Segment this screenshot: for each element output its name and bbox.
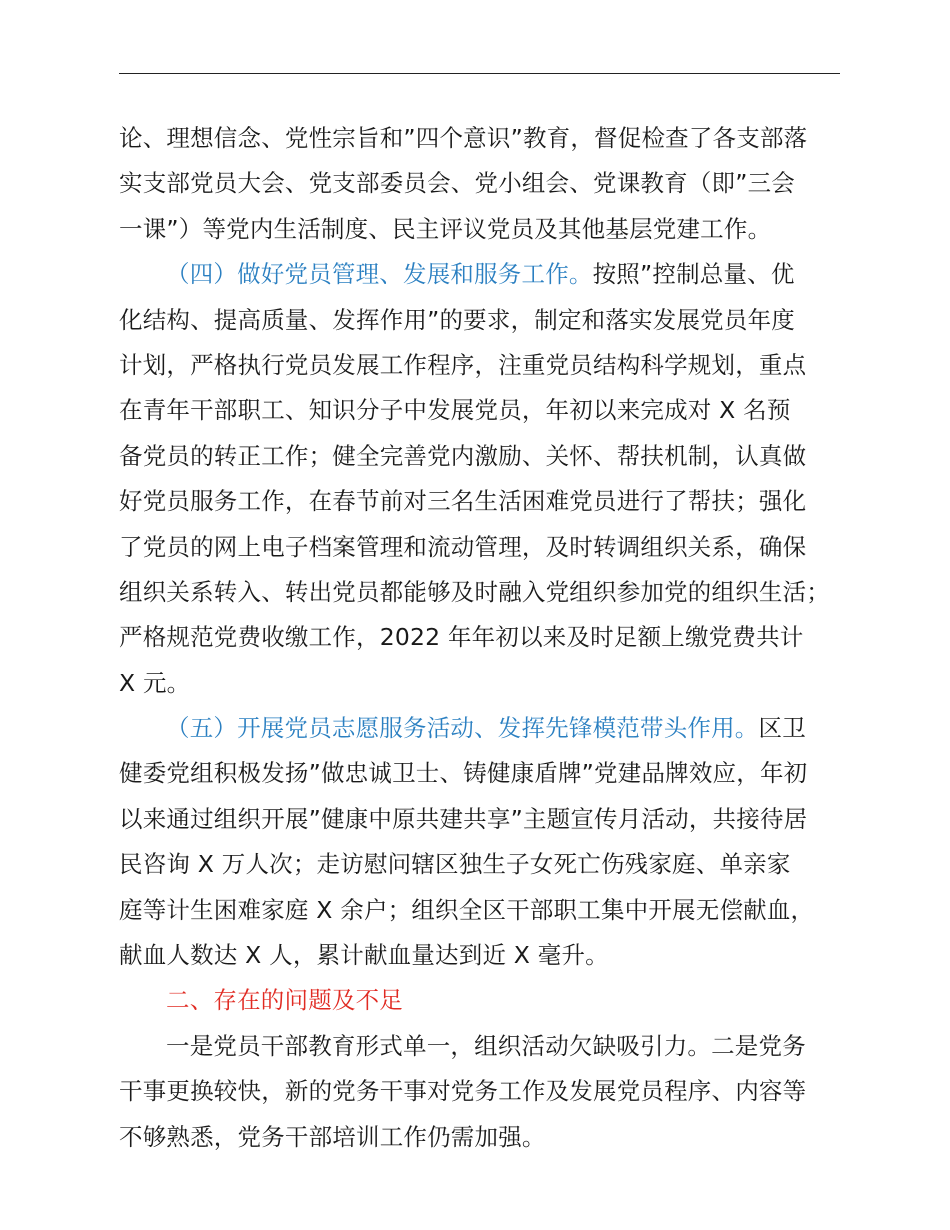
text-line: 庭等计生困难家庭 X 余户；组织全区干部职工集中开展无偿献血，	[119, 895, 815, 924]
text-line: 在青年干部职工、知识分子中发展党员，年初以来完成对 X 名预	[119, 396, 791, 425]
text-line: 计划，严格执行党员发展工作程序，注重党员结构科学规划，重点	[119, 350, 807, 379]
paragraph-five-start	[119, 706, 847, 751]
text-line: 化结构、提高质量、发挥作用”的要求，制定和落实发展党员年度	[119, 305, 795, 334]
text-line: 严格规范党费收缴工作，2022 年年初以来及时足额上缴党费共计	[119, 623, 804, 652]
paragraph-four-start	[119, 252, 847, 297]
subheading-four: （四）做好党员管理、发展和服务工作。	[166, 260, 593, 289]
text-line: 了党员的网上电子档案管理和流动管理，及时转调组织关系，确保	[119, 532, 807, 561]
text-line: 以来通过组织开展”健康中原共建共享”主题宣传月活动，共接待居	[119, 804, 808, 833]
header-rule	[119, 73, 840, 74]
text-line: 不够熟悉，党务干部培训工作仍需加强。	[119, 1122, 546, 1151]
text-line: 一课”）等党内生活制度、民主评议党员及其他基层党建工作。	[119, 214, 772, 243]
text-line: 民咨询 X 万人次；走访慰问辖区独生子女死亡伤残家庭、单亲家	[119, 850, 791, 879]
text-line: 好党员服务工作，在春节前对三名生活困难党员进行了帮扶；强化	[119, 487, 807, 516]
text-line: 备党员的转正工作；健全完善党内激励、关怀、帮扶机制，认真做	[119, 441, 807, 470]
text-line: 干事更换较快，新的党务干事对党务工作及发展党员程序、内容等	[119, 1077, 807, 1106]
text-line: 献血人数达 X 人，累计献血量达到近 X 毫升。	[119, 941, 609, 970]
section-heading-problems: 二、存在的问题及不足	[166, 986, 403, 1015]
text-line: 一是党员干部教育形式单一，组织活动欠缺吸引力。二是党务	[166, 1031, 806, 1060]
text-run: 区卫	[758, 714, 806, 743]
text-line: 健委党组积极发扬”做忠诚卫士、铸健康盾牌”党建品牌效应，年初	[119, 759, 808, 788]
text-line: 实支部党员大会、党支部委员会、党小组会、党课教育（即”三会	[119, 169, 795, 198]
text-line: X 元。	[119, 668, 191, 697]
document-body	[119, 116, 847, 1160]
subheading-five: （五）开展党员志愿服务活动、发挥先锋模范带头作用。	[166, 714, 759, 743]
text-run: 按照”控制总量、优	[592, 260, 795, 289]
text-line: 组织关系转入、转出党员都能够及时融入党组织参加党的组织生活；	[119, 577, 830, 606]
text-line: 论、理想信念、党性宗旨和”四个意识”教育，督促检查了各支部落	[119, 124, 808, 152]
